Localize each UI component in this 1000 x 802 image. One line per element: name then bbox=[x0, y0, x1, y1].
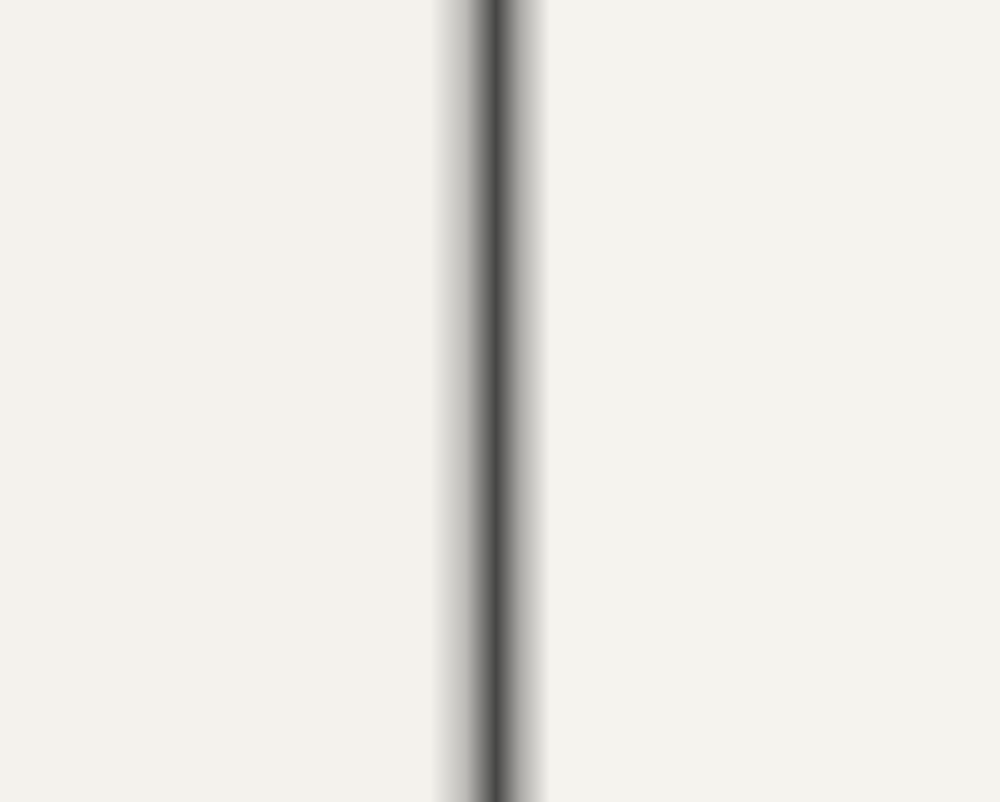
left-page bbox=[0, 0, 492, 802]
right-page bbox=[508, 0, 1000, 802]
